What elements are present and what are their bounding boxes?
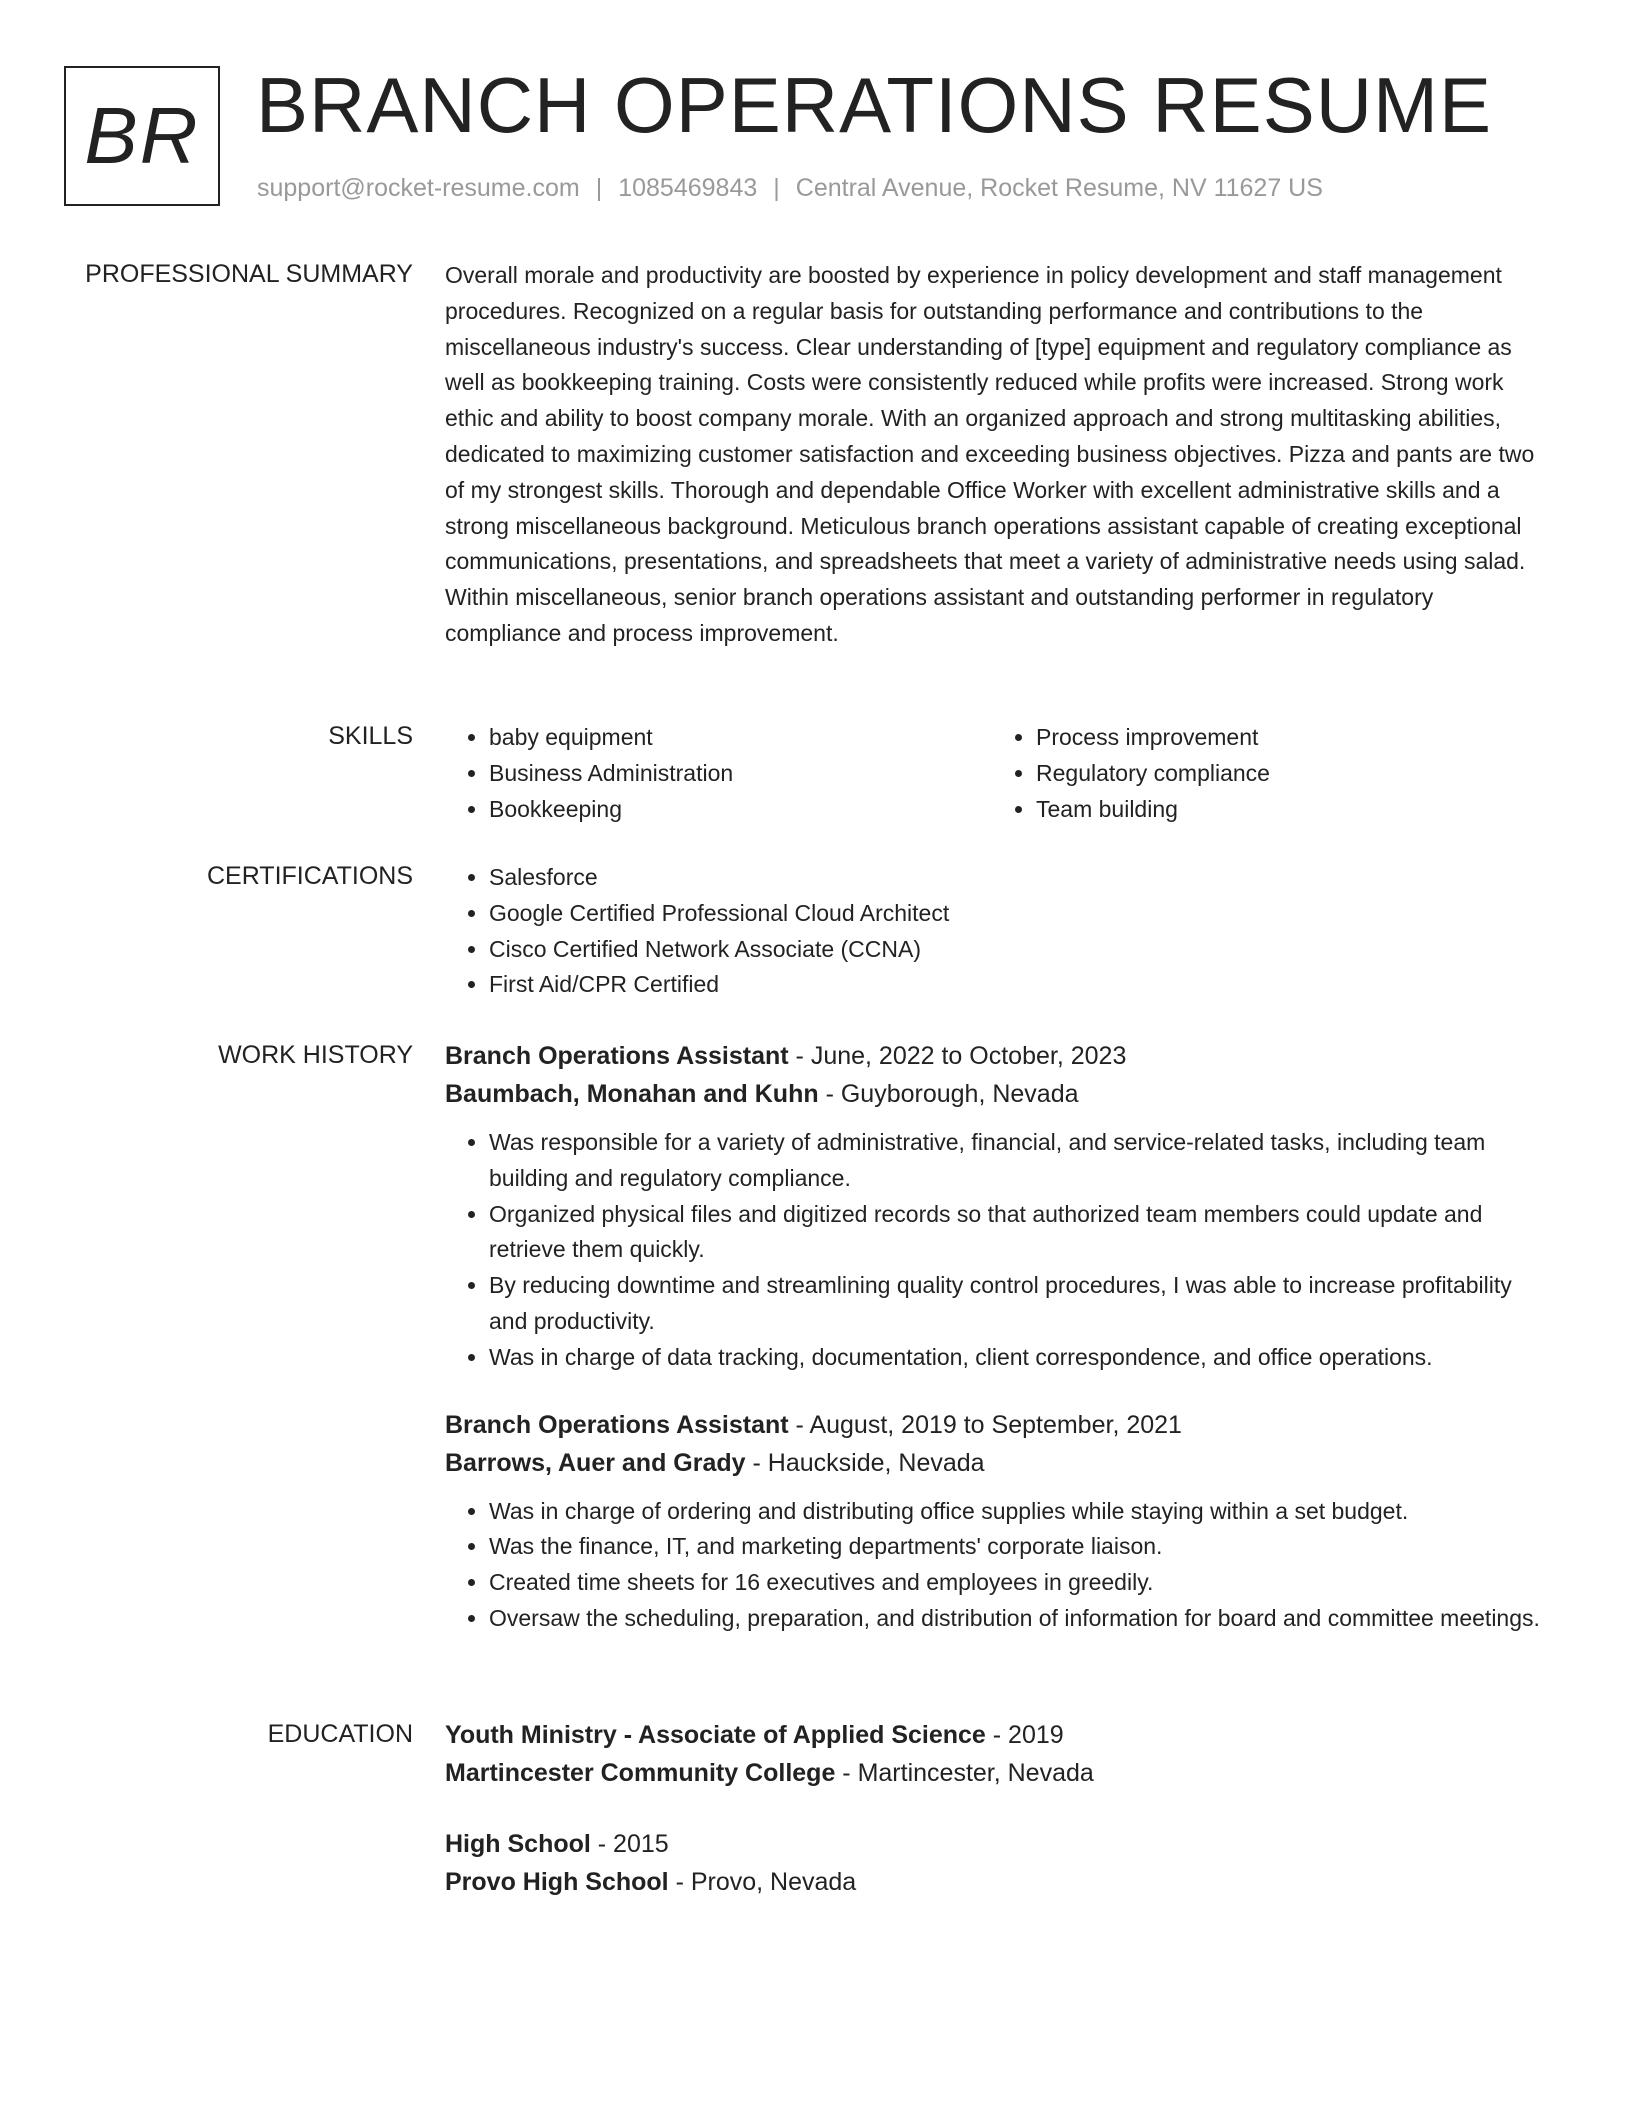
- skills-list-right: [993, 720, 1540, 827]
- contact-line: [257, 174, 1323, 203]
- job-location: - Guyborough, Nevada: [818, 1080, 1079, 1108]
- section-label-certifications: CERTIFICATIONS: [206, 862, 413, 890]
- education-school-line: [445, 1863, 1555, 1901]
- skills-list-left: [445, 720, 993, 827]
- job-bullet: • By reducing downtime and streamlining quality control procedures, I was able to increase profitability and productivity.: [489, 1268, 1555, 1340]
- education-year: - 2019: [985, 1721, 1064, 1749]
- certification-item: • First Aid/CPR Certified: [489, 967, 1555, 1003]
- summary-text: Overall morale and productivity are boosted by experience in policy development and staff management procedures. Recognized on a regular basis for outstanding performance and contributions to the miscellaneous industry's success. Clear understanding of [type] equipment and regulatory compliance as well as bookkeeping training. Costs were consistently reduced while profits were increased. Strong work ethic and ability to boost company morale. With an organized approach and strong multitasking abilities, dedicated to maximizing customer satisfaction and exceeding business objectives. Pizza and pants are two of my strongest skills. Thorough and dependable Office Worker with excellent administrative skills and a strong miscellaneous background. Meticulous branch operations assistant capable of creating exceptional communications, presentations, and spreadsheets that meet a variety of administrative needs using salad. Within miscellaneous, senior branch operations assistant and outstanding performer in regulatory compliance and process improvement.: [445, 262, 1535, 646]
- section-label-summary: PROFESSIONAL SUMMARY: [85, 260, 413, 288]
- job-bullet: • Was in charge of data tracking, documentation, client correspondence, and office operations.: [489, 1340, 1555, 1376]
- education-location: - Provo, Nevada: [668, 1868, 857, 1896]
- skill-item: • Process improvement: [1036, 720, 1540, 756]
- job-bullet-list: [445, 1494, 1555, 1637]
- job-title: Branch Operations Assistant: [445, 1410, 789, 1439]
- job-company: Barrows, Auer and Grady: [445, 1448, 746, 1477]
- job-company: Baumbach, Monahan and Kuhn: [445, 1080, 819, 1108]
- skills-body: [445, 720, 1555, 827]
- contact-phone[interactable]: 1085469843: [618, 174, 758, 202]
- job-bullet-list: [445, 1125, 1555, 1376]
- work-history-body: [445, 1037, 1555, 1637]
- job-title-line: [445, 1406, 1555, 1444]
- contact-separator: |: [595, 174, 603, 202]
- skill-item: • Team building: [1036, 792, 1540, 828]
- section-label-skills: SKILLS: [328, 722, 413, 750]
- job-company-line: [445, 1075, 1555, 1113]
- job-bullet: • Oversaw the scheduling, preparation, and distribution of information for board and committee meetings.: [489, 1601, 1555, 1637]
- job-entry: [445, 1406, 1555, 1637]
- skill-item: • Bookkeeping: [489, 792, 993, 828]
- resume-header: [64, 61, 1584, 216]
- education-school: Martincester Community College: [445, 1759, 836, 1787]
- job-bullet: • Organized physical files and digitized records so that authorized team members could update and retrieve them quickly.: [489, 1197, 1555, 1269]
- education-entry: [445, 1825, 1555, 1901]
- job-bullet: • Was the finance, IT, and marketing departments' corporate liaison.: [489, 1529, 1555, 1565]
- page-title: BRANCH OPERATIONS RESUME: [256, 61, 1493, 149]
- skill-item: • Regulatory compliance: [1036, 756, 1540, 792]
- job-company-line: [445, 1444, 1555, 1482]
- section-label-work-history: WORK HISTORY: [218, 1041, 413, 1069]
- job-dates: - June, 2022 to October, 2023: [788, 1042, 1127, 1070]
- education-year: - 2015: [590, 1830, 669, 1858]
- job-title: Branch Operations Assistant: [445, 1042, 789, 1070]
- certification-item: • Salesforce: [489, 860, 1555, 896]
- education-location: - Martincester, Nevada: [835, 1759, 1094, 1787]
- contact-separator: |: [773, 174, 780, 202]
- monogram-logo: BR: [64, 66, 220, 206]
- certification-item: • Google Certified Professional Cloud Architect: [489, 896, 1555, 932]
- section-label-education: EDUCATION: [267, 1720, 413, 1748]
- certifications-list: [445, 860, 1555, 1003]
- certifications-body: [445, 860, 1555, 1003]
- education-body: [445, 1716, 1555, 1901]
- job-bullet: • Created time sheets for 16 executives and employees in greedily.: [489, 1565, 1555, 1601]
- contact-email[interactable]: support@rocket-resume.com: [257, 174, 580, 202]
- skill-item: • Business Administration: [489, 756, 993, 792]
- job-bullet: • Was in charge of ordering and distributing office supplies while staying within a set budget.: [489, 1494, 1555, 1530]
- contact-address: Central Avenue, Rocket Resume, NV 11627 US: [795, 174, 1323, 202]
- job-bullet: • Was responsible for a variety of administrative, financial, and service-related tasks, including team building and regulatory compliance.: [489, 1125, 1555, 1197]
- education-school: Provo High School: [445, 1868, 669, 1896]
- job-entry: [445, 1037, 1555, 1376]
- job-dates: - August, 2019 to September, 2021: [788, 1410, 1182, 1439]
- skill-item: • baby equipment: [489, 720, 993, 756]
- summary-body: [445, 258, 1555, 652]
- job-title-line: [445, 1037, 1555, 1075]
- education-degree: Youth Ministry - Associate of Applied Science: [445, 1721, 986, 1749]
- education-degree-line: [445, 1825, 1555, 1863]
- education-school-line: [445, 1754, 1555, 1792]
- education-entry: [445, 1716, 1555, 1792]
- job-location: - Hauckside, Nevada: [745, 1448, 985, 1477]
- certification-item: • Cisco Certified Network Associate (CCNA): [489, 932, 1555, 968]
- education-degree-line: [445, 1716, 1555, 1754]
- education-degree: High School: [445, 1830, 591, 1858]
